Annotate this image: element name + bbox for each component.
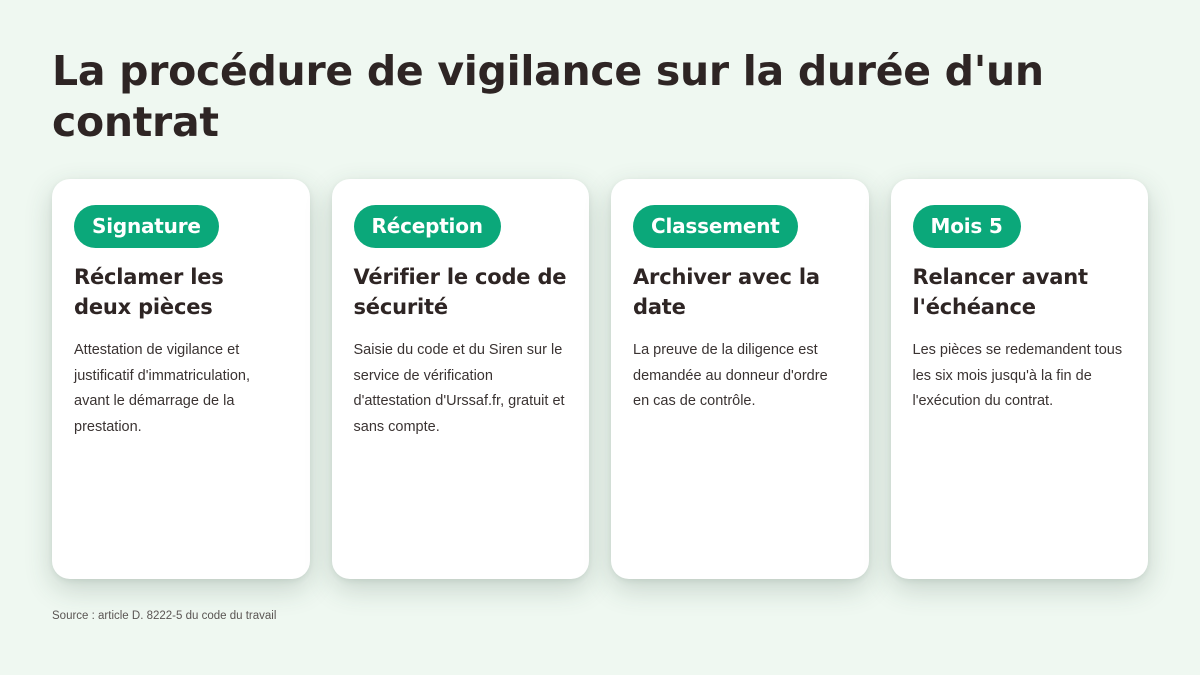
page-title: La procédure de vigilance sur la durée d'un contrat	[52, 47, 1044, 146]
step-title: Archiver avec la date	[633, 265, 820, 319]
step-card-reception	[332, 179, 590, 579]
step-badge: Classement	[633, 205, 798, 248]
steps-row	[52, 179, 1148, 579]
step-card-mois-5	[891, 179, 1149, 579]
step-badge: Signature	[74, 205, 219, 248]
step-title: Relancer avant l'échéance	[912, 265, 1088, 319]
step-description: Attestation de vigilance et justificatif d'immatriculation, avant le démarrage de la prestation.	[74, 342, 251, 435]
step-card-signature	[52, 179, 310, 579]
step-badge: Mois 5	[913, 205, 1021, 248]
step-description: Les pièces se redemandent tous les six mois jusqu'à la fin de l'exécution du contrat.	[912, 342, 1123, 409]
step-description: La preuve de la diligence est demandée au donneur d'ordre en cas de contrôle.	[633, 342, 828, 409]
step-title: Vérifier le code de sécurité	[353, 265, 567, 319]
step-title: Réclamer les deux pièces	[74, 265, 224, 319]
source-note: Source : article D. 8222-5 du code du travail	[52, 610, 277, 622]
step-description: Saisie du code et du Siren sur le service de vérification d'attestation d'Urssaf.fr, gratuit et sans compte.	[353, 342, 565, 435]
step-badge: Réception	[354, 205, 501, 248]
step-card-classement	[611, 179, 869, 579]
